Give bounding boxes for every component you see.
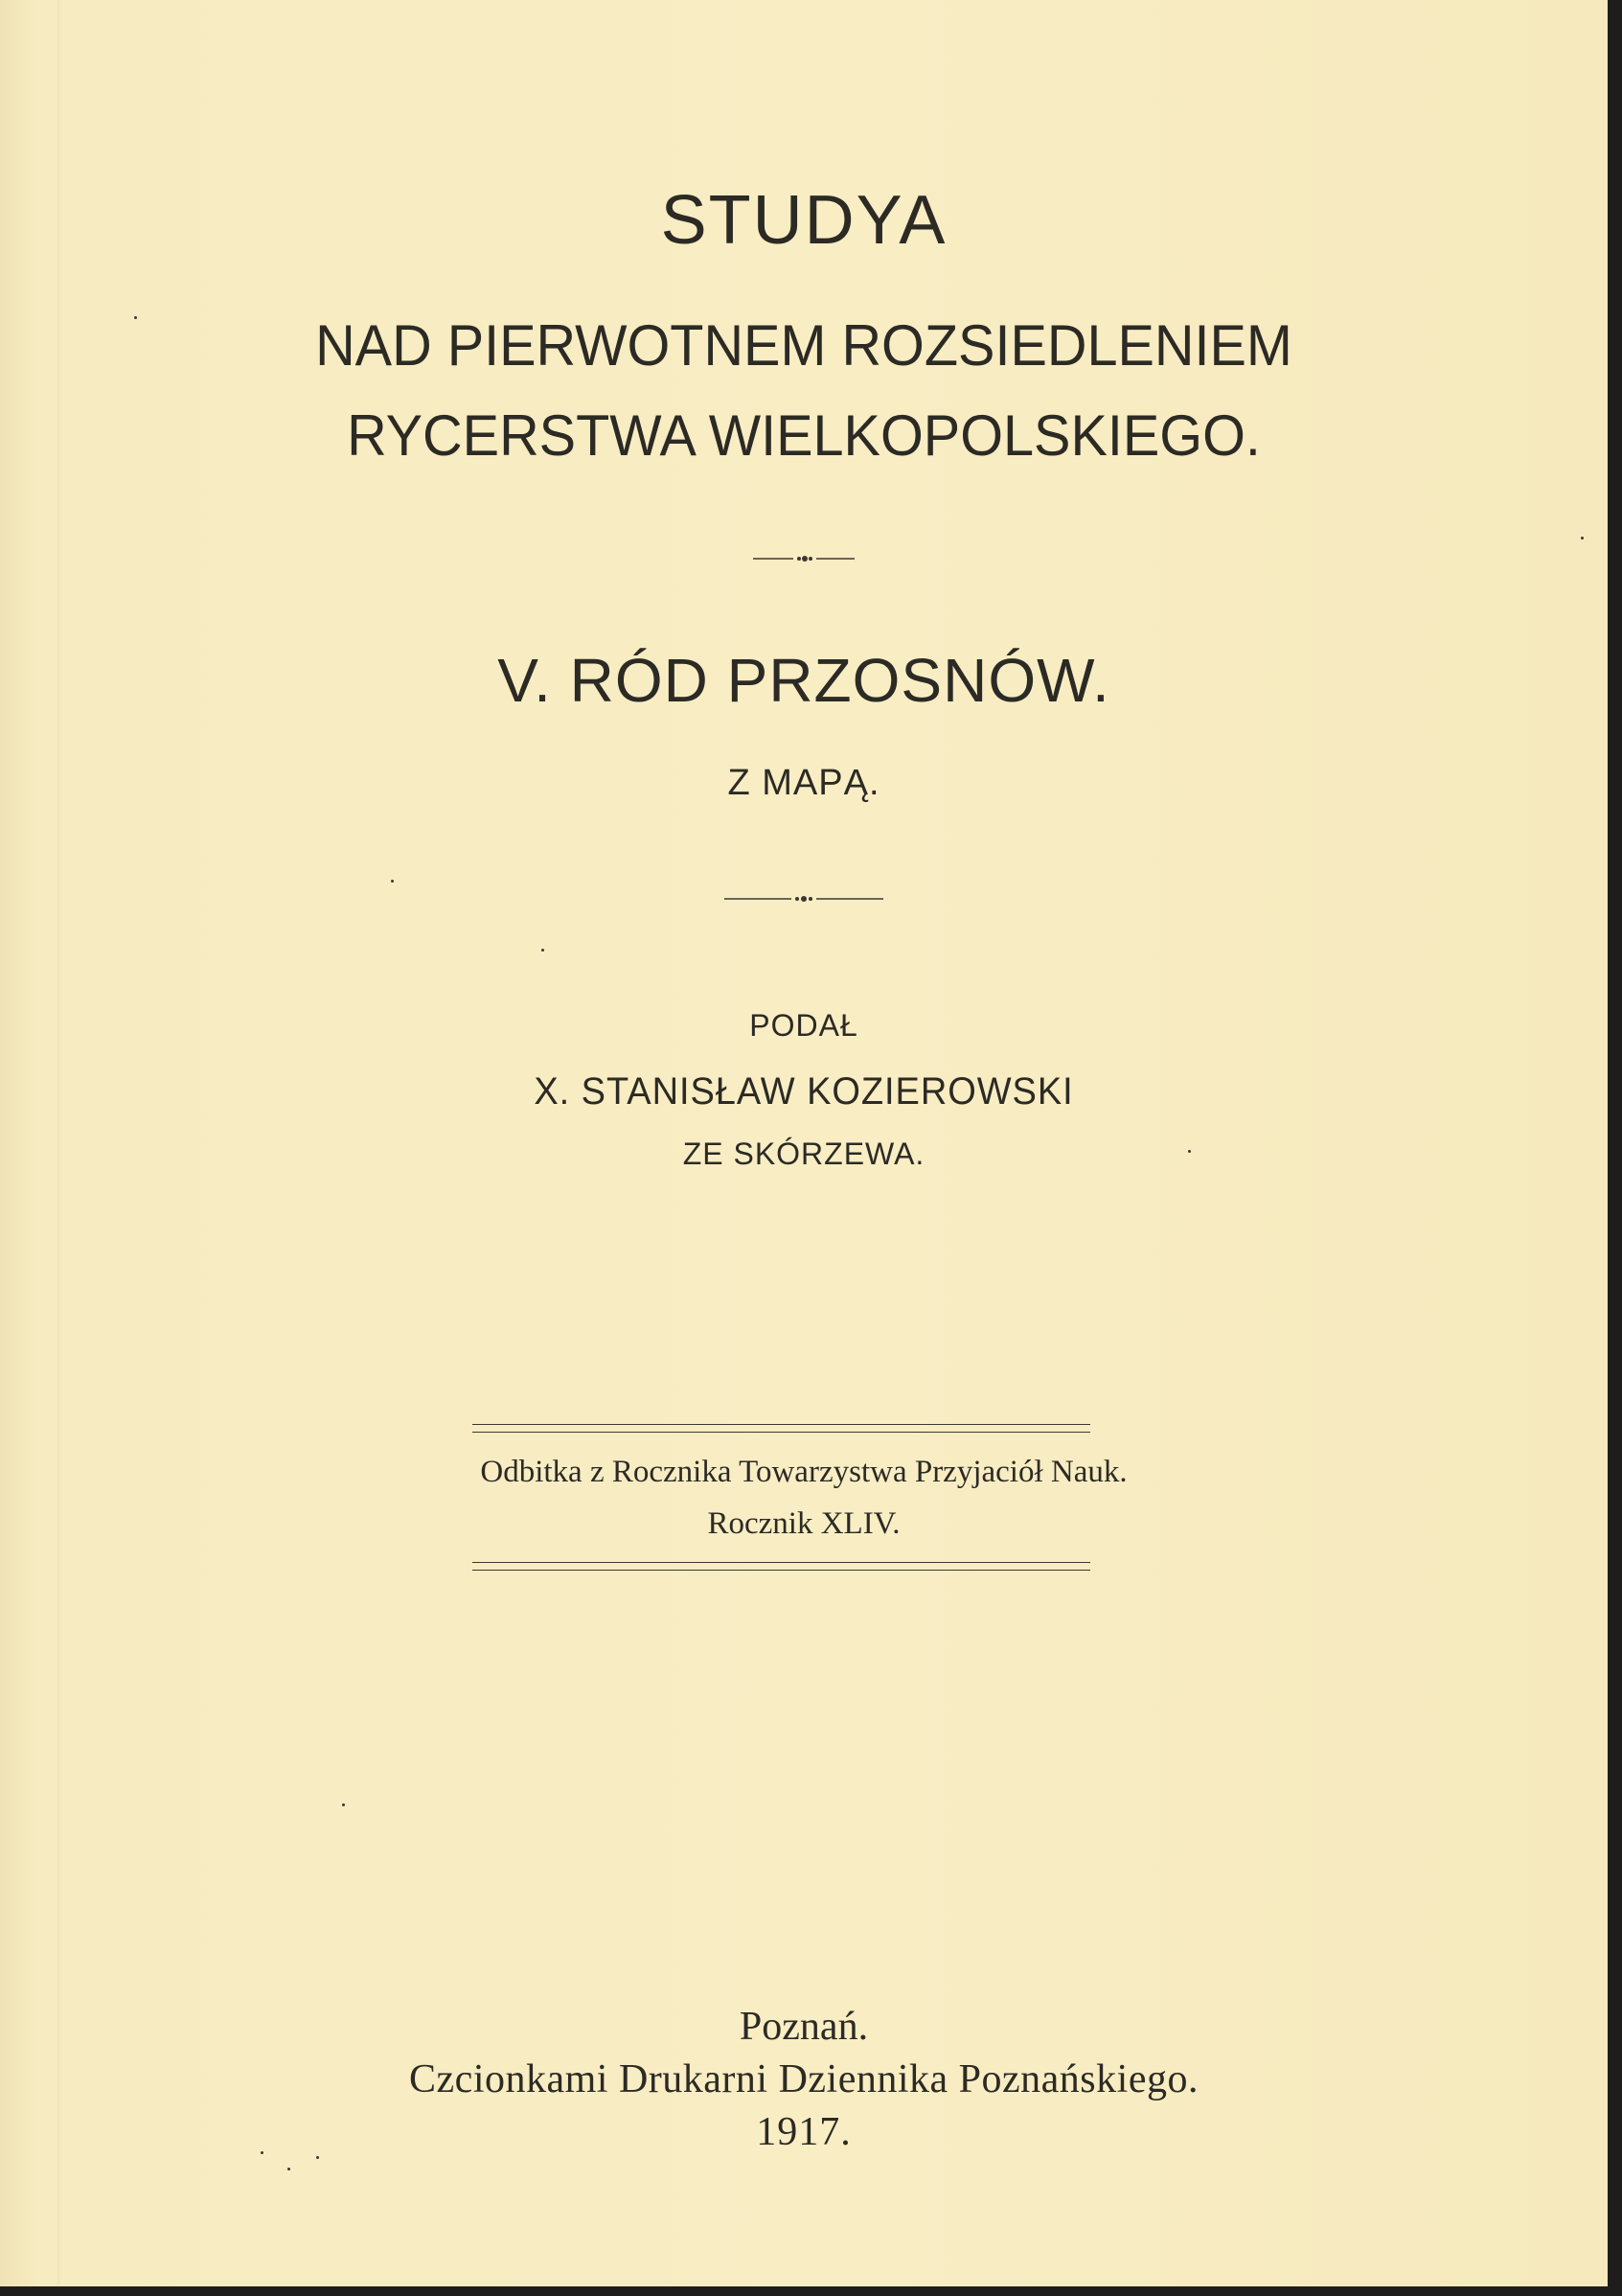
subtitle-line-2: RYCERSTWA WIELKOPOLSKIEGO. [347, 403, 1261, 468]
paper-speck [261, 2151, 263, 2154]
author-origin: ZE SKÓRZEWA. [682, 1137, 925, 1171]
book-title: STUDYA [660, 182, 948, 259]
ornament-divider-top [0, 553, 1608, 564]
rule-bottom-2 [472, 1570, 1090, 1571]
imprint-printer: Czcionkami Drukarni Dziennika Poznańskiego. [409, 2057, 1199, 2101]
imprint-place: Poznań. [739, 2005, 869, 2049]
paper-speck [316, 2156, 319, 2159]
rule-top-1 [472, 1424, 1090, 1425]
paper-speck [391, 880, 394, 883]
ornament-divider-middle [0, 893, 1608, 905]
subtitle-line-1: NAD PIERWOTNEM ROZSIEDLENIEM [315, 313, 1292, 378]
given-by-label: PODAŁ [749, 1008, 858, 1043]
paper-speck [134, 316, 137, 319]
ornament-flourish-icon [751, 553, 857, 564]
map-note: Z MAPĄ. [727, 763, 880, 803]
page-right-edge [1608, 0, 1622, 2296]
paper-speck [1581, 537, 1584, 540]
paper-speck [1188, 1150, 1191, 1153]
part-title: V. RÓD PRZOSNÓW. [497, 646, 1110, 715]
paper-speck [541, 949, 544, 952]
offprint-note: Odbitka z Rocznika Towarzystwa Przyjaciół Nauk. [480, 1455, 1128, 1489]
imprint-year: 1917. [756, 2110, 852, 2154]
paper-speck [342, 1803, 345, 1806]
rule-top-2 [472, 1432, 1090, 1433]
offprint-volume: Rocznik XLIV. [707, 1506, 901, 1541]
ornament-flourish-icon [722, 893, 885, 905]
paper-speck [287, 2168, 290, 2170]
rule-bottom-1 [472, 1562, 1090, 1563]
page-bottom-edge [0, 2286, 1622, 2296]
author-name: X. STANISŁAW KOZIEROWSKI [534, 1070, 1074, 1113]
